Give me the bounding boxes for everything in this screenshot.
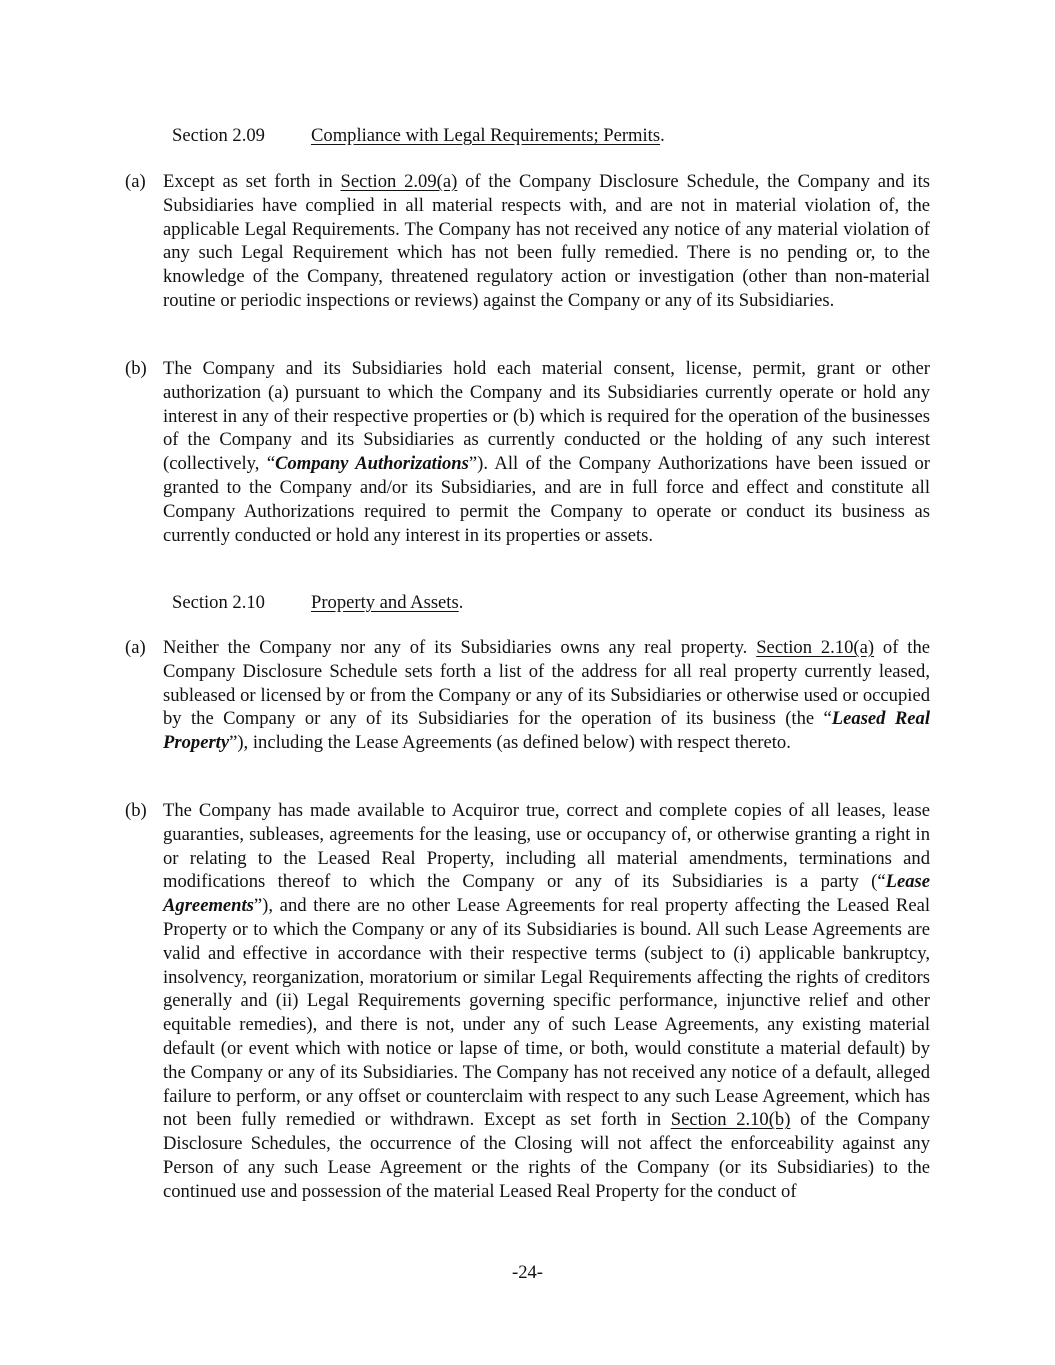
section-2-10-para-a: [125, 636, 930, 755]
para-label: (b): [125, 800, 147, 821]
para-text: The Company has made available to Acquiror true, correct and complete copies of all leases, lease guaranties, subleases, agreements for the leasing, use or occupancy of, or otherwise granting a right in or relating to the Leased Real Property, including all material amendments, terminations and modifications thereof to which the Company or any of its Subsidiaries is a party (“: [163, 800, 930, 893]
section-2-09-heading: [172, 124, 665, 148]
page-number: -24-: [512, 1262, 543, 1283]
para-text: Except as set forth in: [163, 171, 341, 192]
para-text: Neither the Company nor any of its Subsidiaries owns any real property.: [163, 637, 757, 658]
cross-reference: Section 2.10(b): [670, 1109, 791, 1131]
para-text: of the Company Disclosure Schedule, the Company and its Subsidiaries have complied in all material respects with, and are not in material violation of, the applicable Legal Requirements. The Company has not received any notice of any material violation of any such Legal Requirement which has not been fully remedied. There is no pending or, to the knowledge of the Company, threatened regulatory action or investigation (other than non-material routine or periodic inspections or reviews) against the Company or any of its Subsidiaries.: [163, 171, 930, 311]
cross-reference: Section 2.10(a): [756, 637, 875, 658]
para-body: [163, 636, 930, 755]
para-text: ”), and there are no other Lease Agreements for real property affecting the Leased Real Property or to which the Company or any of its Subsidiaries is bound. All such Lease Agreements are valid and effective in accordance with their respective terms (subject to (i) applicable bankruptcy, insolvency, reorganization, moratorium or similar Legal Requirements affecting the rights of creditors generally and (ii) Legal Requirements governing specific performance, injunctive relief and other equitable remedies), and there is not, under any of such Lease Agreements, any existing material default (or event which with notice or lapse of time, or both, would constitute a material default) by the Company or any of its Subsidiaries. The Company has not received any notice of a default, alleged failure to perform, or any offset or counterclaim with respect to any such Lease Agreement, which has not been fully remedied or withdrawn. Except as set forth in: [163, 895, 930, 1131]
section-title: Compliance with Legal Requirements; Permits: [311, 125, 661, 146]
section-2-10-para-b: [125, 799, 930, 1204]
section-number: Section 2.09: [172, 125, 265, 146]
para-label: (a): [125, 637, 146, 658]
para-text: ”), including the Lease Agreements (as defined below) with respect thereto.: [229, 732, 791, 754]
para-text: of the Company Disclosure Schedules, the occurrence of the Closing will not affect the enforceability against any Person of any such Lease Agreement or the rights of the Company (or its Subsidiaries) to the continued use and possession of the material Leased Real Property for the conduct of: [163, 1109, 930, 1202]
para-body: [163, 357, 930, 547]
heading-period: .: [458, 592, 464, 613]
section-title: Property and Assets: [311, 592, 459, 613]
para-body: [163, 799, 930, 1204]
section-number: Section 2.10: [172, 592, 265, 613]
para-text: of the Company Disclosure Schedule sets forth a list of the address for all real property currently leased, subleased or licensed by or from the Company or any of its Subsidiaries or otherwise used or occupied by the Company or any of its Subsidiaries for the operation of its business (the “: [163, 637, 930, 730]
cross-reference: Section 2.09(a): [340, 171, 458, 192]
defined-term: Lease Agreements: [163, 871, 930, 917]
section-2-09-para-b: [125, 357, 930, 547]
para-label: (a): [125, 171, 146, 192]
para-text: ”). All of the Company Authorizations have been issued or granted to the Company and/or its Subsidiaries, and are in full force and effect and constitute all Company Authorizations required to permit the Company to operate or conduct its business as currently conducted or hold any interest in its properties or assets.: [163, 453, 931, 546]
section-2-09-para-a: [125, 170, 930, 313]
para-text: The Company and its Subsidiaries hold each material consent, license, permit, grant or other authorization (a) pursuant to which the Company and its Subsidiaries currently operate or hold any interest in any of their respective properties or (b) which is required for the operation of the businesses of the Company and its Subsidiaries as currently conducted or the holding of any such interest (collectively, “: [163, 358, 930, 475]
defined-term: Leased Real Property: [163, 708, 930, 754]
para-label: (b): [125, 358, 147, 379]
defined-term: Company Authorizations: [275, 453, 469, 475]
para-body: [163, 170, 930, 313]
heading-period: .: [660, 125, 665, 146]
section-2-10-heading: [172, 591, 463, 615]
